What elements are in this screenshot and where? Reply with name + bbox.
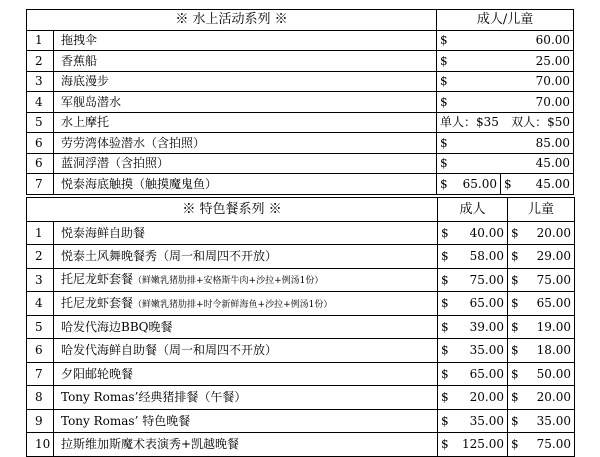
price <box>437 92 574 113</box>
currency-symbol: $ <box>440 156 448 171</box>
water-row <box>27 153 574 174</box>
price-value: 45.00 <box>535 176 571 191</box>
row-number: 8 <box>27 386 54 410</box>
dining-header-row <box>27 198 575 222</box>
adult-price <box>438 386 508 410</box>
price-value: 75.00 <box>536 272 572 287</box>
row-number: 7 <box>27 362 54 386</box>
meal-name <box>54 268 438 292</box>
price-value: 35.00 <box>536 413 572 428</box>
dining-table <box>26 197 575 457</box>
price-value: 18.00 <box>536 343 572 358</box>
price-value: 65.00 <box>469 366 505 381</box>
water-row <box>27 51 574 72</box>
dining-row <box>27 245 575 269</box>
currency-symbol: $ <box>441 296 449 311</box>
water-header-row <box>27 10 574 31</box>
row-number: 7 <box>27 174 54 195</box>
meal-name <box>54 409 438 433</box>
price-value: 29.00 <box>536 249 572 264</box>
currency-symbol: $ <box>440 176 448 191</box>
meal-title: 托尼龙虾套餐 <box>61 295 134 310</box>
row-number: 3 <box>27 268 54 292</box>
row-number: 6 <box>27 339 54 363</box>
activity-name: 劳劳湾体验潜水（含拍照） <box>54 133 437 154</box>
water-title: ※ 水上活动系列 ※ <box>27 10 437 31</box>
water-row <box>27 112 574 133</box>
meal-title: 悦泰海鲜自助餐 <box>61 225 146 240</box>
jetski-price <box>437 112 574 133</box>
child-price <box>508 386 575 410</box>
dining-row <box>27 386 575 410</box>
currency-symbol: $ <box>511 296 519 311</box>
adult-price <box>438 409 508 433</box>
currency-symbol: $ <box>511 249 519 264</box>
water-row <box>27 30 574 51</box>
dining-row <box>27 221 575 245</box>
meal-note: （鲜嫩乳猪肋排+安格斯牛肉+沙拉+例汤1份） <box>133 276 324 287</box>
dining-child-header: 儿童 <box>508 198 575 222</box>
price-value: 125.00 <box>462 437 505 452</box>
double-price: 双人：$50 <box>511 115 571 130</box>
currency-symbol: $ <box>440 74 448 89</box>
currency-symbol: $ <box>441 272 449 287</box>
adult-price <box>438 315 508 339</box>
row-number: 3 <box>27 71 54 92</box>
row-number: 4 <box>27 92 54 113</box>
row-number: 6 <box>27 133 54 154</box>
meal-name <box>54 433 438 457</box>
dining-row <box>27 362 575 386</box>
row-number: 2 <box>27 51 54 72</box>
currency-symbol: $ <box>441 413 449 428</box>
row-number: 9 <box>27 409 54 433</box>
water-price-header: 成人/儿童 <box>437 10 574 31</box>
meal-title: 拉斯维加斯魔术表演秀+凯越晚餐 <box>61 437 240 452</box>
currency-symbol: $ <box>511 390 519 405</box>
currency-symbol: $ <box>504 176 512 191</box>
currency-symbol: $ <box>511 272 519 287</box>
meal-name <box>54 221 438 245</box>
activity-name: 蓝洞浮潜（含拍照） <box>54 153 437 174</box>
row-number: 2 <box>27 245 54 269</box>
row-number: 1 <box>27 221 54 245</box>
meal-name <box>54 386 438 410</box>
child-price <box>508 245 575 269</box>
price-value: 35.00 <box>469 413 505 428</box>
row-number: 5 <box>27 315 54 339</box>
currency-symbol: $ <box>440 135 448 150</box>
currency-symbol: $ <box>440 33 448 48</box>
adult-price <box>438 292 508 316</box>
price <box>437 30 574 51</box>
child-price <box>508 221 575 245</box>
price-value: 60.00 <box>535 33 571 48</box>
child-price <box>501 174 574 195</box>
currency-symbol: $ <box>441 437 449 452</box>
currency-symbol: $ <box>441 225 449 240</box>
price <box>437 133 574 154</box>
child-price <box>508 433 575 457</box>
activity-name: 水上摩托 <box>54 112 437 133</box>
child-price <box>508 292 575 316</box>
adult-price <box>438 433 508 457</box>
price-value: 39.00 <box>469 319 505 334</box>
price-value: 50.00 <box>536 366 572 381</box>
water-row <box>27 133 574 154</box>
price-value: 19.00 <box>536 319 572 334</box>
currency-symbol: $ <box>511 319 519 334</box>
row-number: 1 <box>27 30 54 51</box>
price <box>437 153 574 174</box>
activity-name: 悦泰海底触摸（触摸魔鬼鱼） <box>54 174 437 195</box>
activity-name: 军舰岛潜水 <box>54 92 437 113</box>
price-value: 25.00 <box>535 53 571 68</box>
water-activities-table <box>26 9 574 195</box>
water-row <box>27 174 574 195</box>
adult-price <box>438 339 508 363</box>
meal-name <box>54 362 438 386</box>
price <box>437 51 574 72</box>
price-value: 20.00 <box>536 225 572 240</box>
meal-title: 悦泰土风舞晚餐秀（周一和周四不开放） <box>61 249 278 264</box>
currency-symbol: $ <box>511 343 519 358</box>
dining-row <box>27 409 575 433</box>
single-price: 单人：$35 <box>440 115 499 130</box>
price-value: 40.00 <box>469 225 505 240</box>
child-price <box>508 315 575 339</box>
price-value: 20.00 <box>536 390 572 405</box>
adult-price <box>438 362 508 386</box>
meal-title: 夕阳邮轮晚餐 <box>61 366 134 381</box>
dining-title: ※ 特色餐系列 ※ <box>27 198 438 222</box>
currency-symbol: $ <box>511 366 519 381</box>
activity-name: 海底漫步 <box>54 71 437 92</box>
price-value: 45.00 <box>535 156 571 171</box>
price-value: 20.00 <box>469 390 505 405</box>
currency-symbol: $ <box>440 94 448 109</box>
currency-symbol: $ <box>511 225 519 240</box>
currency-symbol: $ <box>441 366 449 381</box>
price-value: 85.00 <box>535 135 571 150</box>
meal-title: 托尼龙虾套餐 <box>61 272 134 287</box>
currency-symbol: $ <box>511 437 519 452</box>
currency-symbol: $ <box>511 413 519 428</box>
adult-price <box>438 221 508 245</box>
child-price <box>508 362 575 386</box>
dining-row <box>27 268 575 292</box>
currency-symbol: $ <box>440 53 448 68</box>
meal-note: （鲜嫩乳猪肋排+时令新鲜海鱼+沙拉+例汤1份） <box>133 299 333 310</box>
dining-row <box>27 315 575 339</box>
row-number: 10 <box>27 433 54 457</box>
currency-symbol: $ <box>441 343 449 358</box>
price-value: 70.00 <box>535 94 571 109</box>
row-number: 5 <box>27 112 54 133</box>
price <box>437 71 574 92</box>
currency-symbol: $ <box>441 390 449 405</box>
price-value: 75.00 <box>536 437 572 452</box>
currency-symbol: $ <box>441 249 449 264</box>
price-value: 35.00 <box>469 343 505 358</box>
dining-row <box>27 292 575 316</box>
row-number: 4 <box>27 292 54 316</box>
meal-name <box>54 315 438 339</box>
price-value: 65.00 <box>536 296 572 311</box>
dining-row <box>27 433 575 457</box>
meal-name <box>54 339 438 363</box>
water-row <box>27 92 574 113</box>
meal-title: 哈发代海鲜自助餐（周一和周四不开放） <box>61 343 278 358</box>
meal-title: Tony Romas’ 特色晚餐 <box>61 413 191 428</box>
currency-symbol: $ <box>441 319 449 334</box>
price-value: 75.00 <box>469 272 505 287</box>
adult-price <box>437 174 501 195</box>
activity-name: 拖拽伞 <box>54 30 437 51</box>
meal-title: 哈发代海边BBQ晚餐 <box>61 319 173 334</box>
price-value: 70.00 <box>535 74 571 89</box>
price-value: 58.00 <box>469 249 505 264</box>
child-price <box>508 268 575 292</box>
water-row <box>27 71 574 92</box>
meal-name <box>54 292 438 316</box>
child-price <box>508 409 575 433</box>
adult-price <box>438 268 508 292</box>
dining-adult-header: 成人 <box>438 198 508 222</box>
child-price <box>508 339 575 363</box>
meal-title: Tony Romas’经典猪排餐（午餐） <box>61 390 247 405</box>
row-number: 6 <box>27 153 54 174</box>
activity-name: 香蕉船 <box>54 51 437 72</box>
price-value: 65.00 <box>469 296 505 311</box>
dining-row <box>27 339 575 363</box>
adult-price <box>438 245 508 269</box>
meal-name <box>54 245 438 269</box>
price-value: 65.00 <box>462 176 498 191</box>
